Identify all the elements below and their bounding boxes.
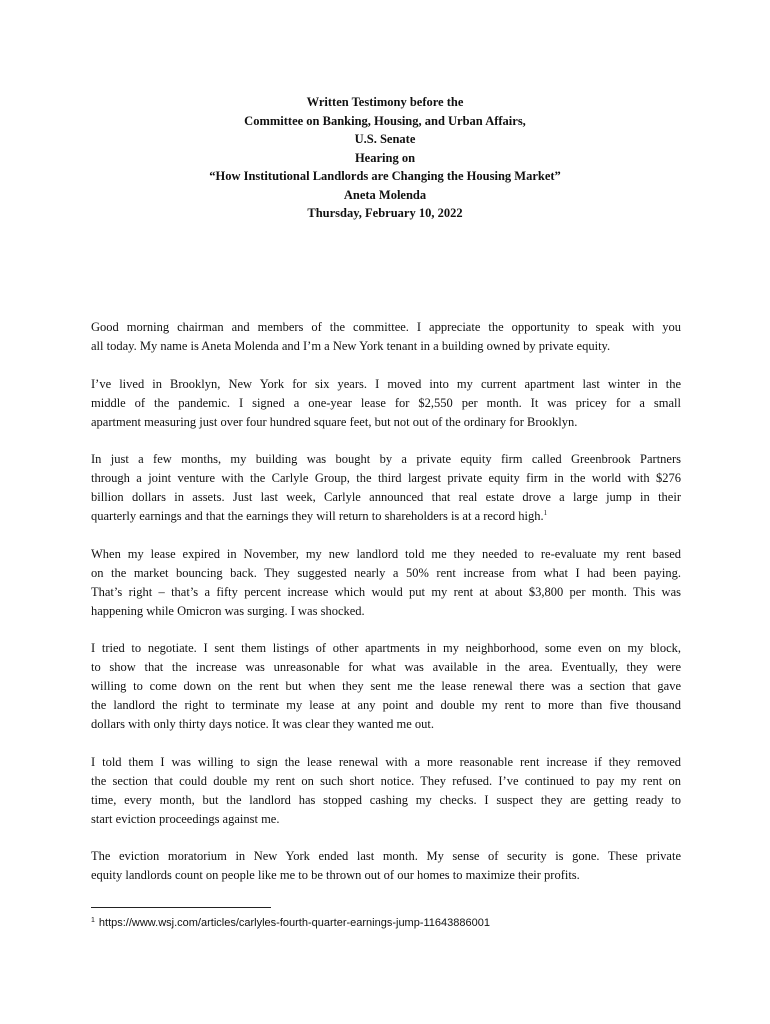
paragraph-line-with-footnote: [91, 507, 681, 526]
paragraph-line: through a joint venture with the Carlyle Group, the third largest private equity firm in the world with $276: [91, 471, 681, 485]
hearing-title: “How Institutional Landlords are Changing the Housing Market”: [209, 169, 561, 183]
paragraph-line: dollars with only thirty days notice. It was clear they wanted me out.: [91, 717, 434, 731]
paragraph-line: billion dollars in assets. Just last week, Carlyle announced that real estate drove a large jump in their: [91, 490, 681, 504]
paragraph-line: The eviction moratorium in New York ended last month. My sense of security is gone. These private: [91, 849, 681, 863]
paragraph-line: I told them I was willing to sign the lease renewal with a more reasonable rent increase if they removed: [91, 754, 681, 769]
paragraph-6: [91, 753, 681, 829]
paragraph-line: I tried to negotiate. I sent them listings of other apartments in my neighborhood, some even on my block,: [91, 641, 681, 655]
witness-name: Aneta Molenda: [343, 187, 427, 202]
header-title-line-1: Written Testimony before the: [306, 95, 464, 109]
footnote-reference[interactable]: 1: [543, 509, 548, 517]
paragraph-line: equity landlords count on people like me to be thrown out of our homes to maximize their profits.: [91, 868, 580, 882]
paragraph-line-text: quarterly earnings and that the earnings they will return to shareholders is at a record high.: [91, 509, 544, 523]
footnote-number: 1: [91, 917, 95, 924]
testimony-body: [91, 318, 681, 904]
paragraph-3: [91, 450, 681, 526]
footnote-link[interactable]: https://www.wsj.com/articles/carlyles-fourth-quarter-earnings-jump-11643886001: [98, 917, 490, 929]
paragraph-line: Good morning chairman and members of the committee. I appreciate the opportunity to speak with you: [91, 320, 681, 334]
paragraph-line: time, every month, but the landlord has stopped cashing my checks. I suspect they are getting ready to: [91, 792, 681, 807]
footnote-divider: [91, 907, 271, 908]
footnote: [91, 916, 490, 930]
hearing-date: Thursday, February 10, 2022: [307, 206, 463, 220]
document-header: [0, 93, 770, 223]
paragraph-line: the section that could double my rent on such short notice. They refused. I’ve continued to pay my rent on: [91, 773, 681, 788]
paragraph-line: the landlord the right to terminate my lease at any point and double my rent to more than five thousand: [91, 698, 681, 712]
paragraph-1: [91, 318, 681, 356]
paragraph-line: When my lease expired in November, my new landlord told me they needed to re-evaluate my rent based: [91, 546, 681, 561]
paragraph-line: on the market bouncing back. They suggested nearly a 50% rent increase from what I had been paying.: [91, 565, 681, 580]
paragraph-7: [91, 847, 681, 885]
paragraph-line: That’s right – that’s a fifty percent increase which would put my rent at about $3,800 per month. This was: [91, 584, 681, 599]
paragraph-line: start eviction proceedings against me.: [91, 811, 280, 826]
header-title-line-2: Committee on Banking, Housing, and Urban Affairs,: [244, 113, 526, 128]
header-title-line-3: U.S. Senate: [354, 132, 416, 146]
paragraph-line: I’ve lived in Brooklyn, New York for six years. I moved into my current apartment last winter in the: [91, 376, 681, 391]
paragraph-line: middle of the pandemic. I signed a one-year lease for $2,550 per month. It was pricey for a small: [91, 395, 681, 410]
paragraph-line: willing to come down on the rent but when they sent me the lease renewal there was a section that gave: [91, 679, 681, 693]
paragraph-line: In just a few months, my building was bought by a private equity firm called Greenbrook Partners: [91, 452, 681, 466]
paragraph-2: [91, 375, 681, 432]
paragraph-line: apartment measuring just over four hundred square feet, but not out of the ordinary for Brooklyn.: [91, 414, 578, 429]
paragraph-line: to show that the increase was unreasonable for what was available in the area. Eventually, they were: [91, 660, 681, 674]
paragraph-5: [91, 639, 681, 734]
hearing-label: Hearing on: [354, 150, 416, 165]
paragraph-line: all today. My name is Aneta Molenda and I’m a New York tenant in a building owned by private equity.: [91, 339, 611, 353]
paragraph-line: happening while Omicron was surging. I was shocked.: [91, 603, 365, 618]
paragraph-4: [91, 545, 681, 621]
